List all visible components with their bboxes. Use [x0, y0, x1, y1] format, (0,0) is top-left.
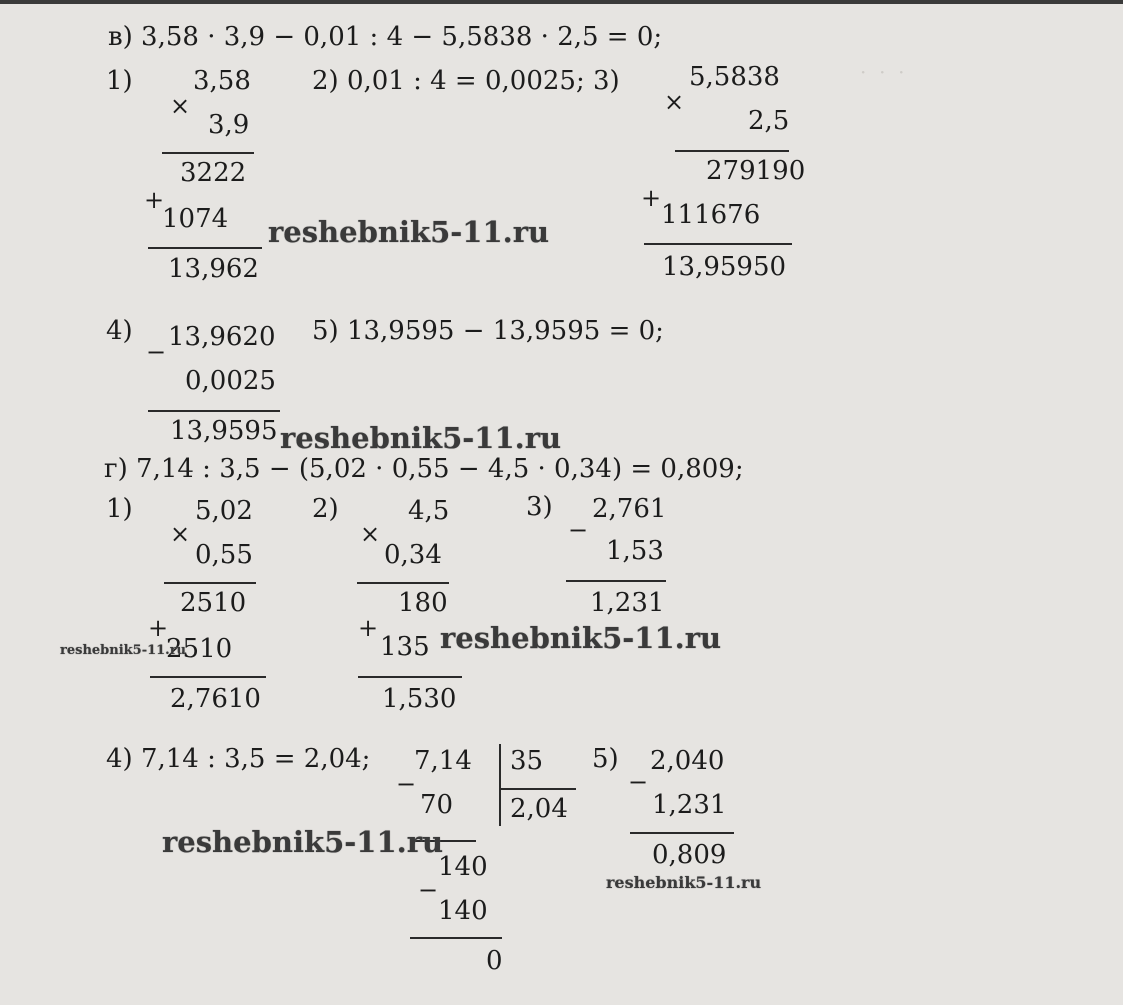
step3-factor-b: 2,5 — [748, 106, 790, 136]
g-step5-rule — [630, 832, 734, 834]
g-step3-number: 3) — [526, 492, 553, 522]
plus-operator: + — [144, 186, 165, 214]
ghost-bleed: · · · — [860, 60, 905, 84]
division-vertical-bar — [499, 744, 501, 826]
g-step5-minuend: 2,040 — [650, 746, 725, 776]
step4-subtrahend: 0,0025 — [185, 366, 276, 396]
g-step3-result: 1,231 — [590, 588, 665, 618]
g-step1-factor-b: 0,55 — [195, 540, 253, 570]
step2-text: 2) 0,01 : 4 = 0,0025; 3) — [312, 66, 620, 96]
g-step2-number: 2) — [312, 494, 339, 524]
division-second-subtraction: 140 — [438, 896, 488, 926]
division-rule-2 — [410, 937, 502, 939]
times-operator: × — [170, 520, 191, 548]
g-step2-rule-2 — [358, 676, 462, 678]
page-top-edge — [0, 0, 1123, 4]
minus-operator: − — [418, 876, 439, 904]
step4-number: 4) — [106, 316, 133, 346]
plus-operator: + — [358, 614, 379, 642]
times-operator: × — [170, 92, 191, 120]
watermark-small: reshebnik5-11.ru — [60, 643, 187, 658]
g-step5-result: 0,809 — [652, 840, 727, 870]
step4-rule — [148, 410, 280, 412]
watermark: reshebnik5-11.ru — [268, 215, 550, 249]
step3-rule-2 — [644, 243, 792, 245]
g-step1-factor-a: 5,02 — [195, 496, 253, 526]
plus-operator: + — [641, 184, 662, 212]
step1-number: 1) — [106, 66, 133, 96]
step3-factor-a: 5,5838 — [689, 62, 780, 92]
plus-operator: + — [148, 614, 169, 642]
g-step2-factor-a: 4,5 — [408, 496, 450, 526]
step4-result: 13,9595 — [170, 416, 278, 446]
times-operator: × — [664, 88, 685, 116]
g-step2-factor-b: 0,34 — [384, 540, 442, 570]
minus-operator: − — [396, 770, 417, 798]
watermark: reshebnik5-11.ru — [162, 825, 444, 859]
step1-rule-2 — [148, 247, 262, 249]
step5-text: 5) 13,9595 − 13,9595 = 0; — [312, 316, 664, 346]
g-step3-minuend: 2,761 — [592, 494, 667, 524]
times-operator: × — [360, 520, 381, 548]
minus-operator: − — [628, 768, 649, 796]
g-step5-number: 5) — [592, 744, 619, 774]
division-divisor: 35 — [510, 746, 544, 776]
division-dividend: 7,14 — [414, 746, 472, 776]
g-step5-subtrahend: 1,231 — [652, 790, 727, 820]
step1-partial-1: 3222 — [180, 158, 247, 188]
g-step2-partial-2: 135 — [380, 632, 430, 662]
step3-partial-2: 111676 — [661, 200, 761, 230]
division-quotient: 2,04 — [510, 794, 568, 824]
minus-operator: − — [568, 516, 589, 544]
g-step2-partial-1: 180 — [398, 588, 448, 618]
minus-operator: − — [146, 338, 167, 366]
watermark: reshebnik5-11.ru — [280, 421, 562, 455]
step1-result: 13,962 — [168, 254, 259, 284]
division-final-remainder: 0 — [486, 946, 503, 976]
step4-minuend: 13,9620 — [168, 322, 276, 352]
watermark: reshebnik5-11.ru — [440, 621, 722, 655]
g-step3-subtrahend: 1,53 — [606, 536, 664, 566]
step1-partial-2: 1074 — [162, 204, 229, 234]
g-step2-rule-1 — [357, 582, 449, 584]
equation-g: г) 7,14 : 3,5 − (5,02 · 0,55 − 4,5 · 0,34) = 0,809; — [104, 454, 744, 484]
step1-factor-a: 3,58 — [193, 66, 251, 96]
g-step1-number: 1) — [106, 494, 133, 524]
division-first-subtraction: 70 — [420, 790, 454, 820]
g-step4-text: 4) 7,14 : 3,5 = 2,04; — [106, 744, 371, 774]
step3-partial-1: 279190 — [706, 156, 806, 186]
step3-result: 13,95950 — [662, 252, 787, 282]
g-step1-rule-2 — [150, 676, 266, 678]
step1-rule-1 — [162, 152, 254, 154]
g-step1-partial-2: 2510 — [166, 634, 233, 664]
g-step2-result: 1,530 — [382, 684, 457, 714]
g-step3-rule — [566, 580, 666, 582]
division-divisor-rule — [500, 788, 576, 790]
watermark-small: reshebnik5-11.ru — [606, 873, 762, 892]
g-step1-result: 2,7610 — [170, 684, 261, 714]
step3-rule-1 — [675, 150, 789, 152]
division-remainder: 140 — [438, 852, 488, 882]
g-step1-rule-1 — [164, 582, 256, 584]
g-step1-partial-1: 2510 — [180, 588, 247, 618]
equation-v: в) 3,58 · 3,9 − 0,01 : 4 − 5,5838 · 2,5 = 0; — [108, 22, 663, 52]
step1-factor-b: 3,9 — [208, 110, 250, 140]
